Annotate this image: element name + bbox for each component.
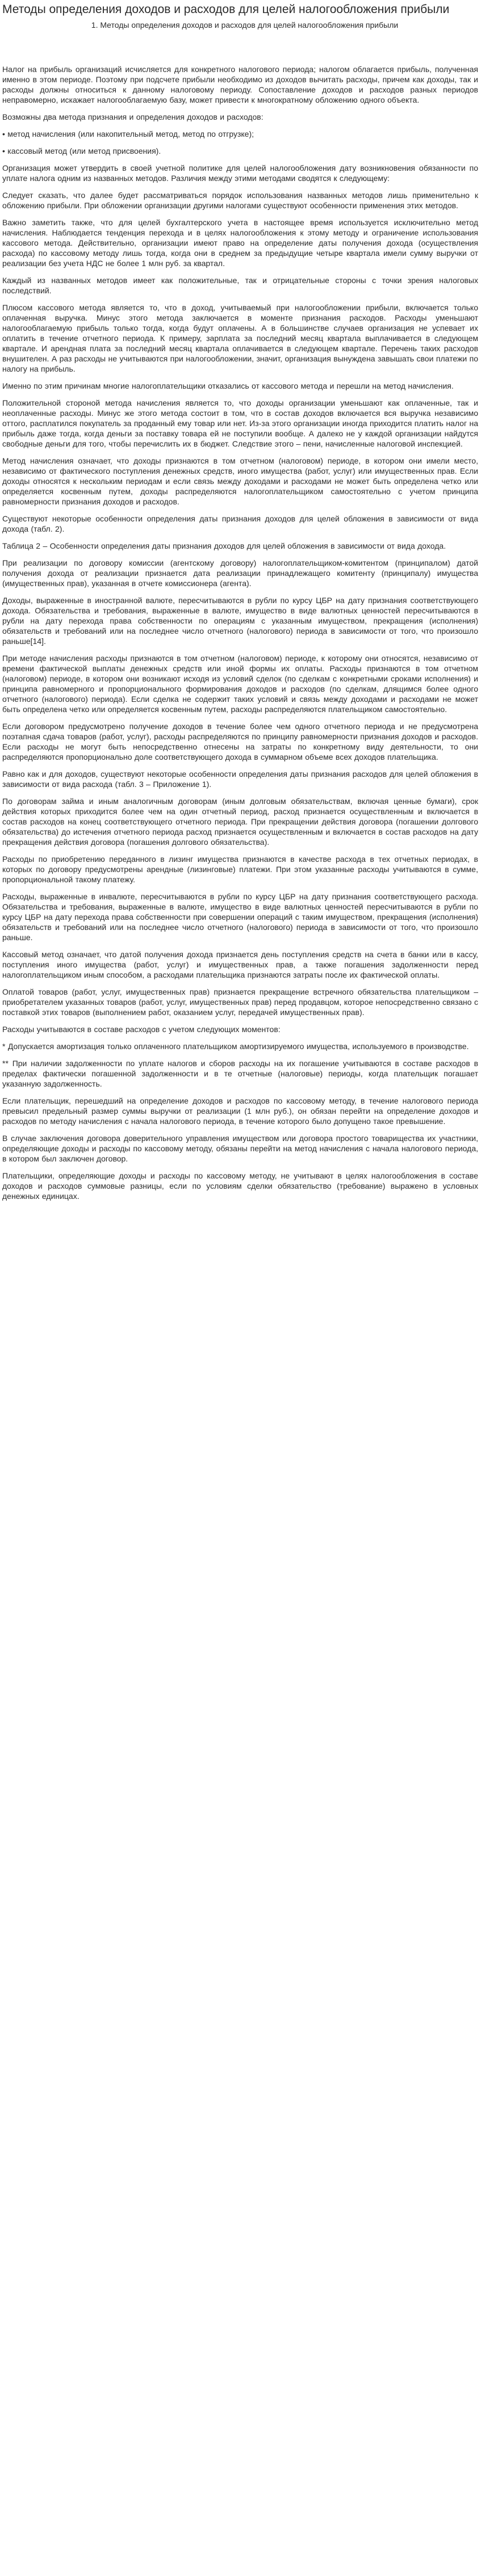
paragraph: Если плательщик, перешедший на определение доходов и расходов по кассовому методу, в течение налогового периода превысил предельный размер суммы выручки от реализации (1 млн руб.), он обязан перейти на определение доходов и расходов по методу начисления с начала налогового периода, в течение которого было допущено такое превышение. — [2, 1096, 478, 1126]
paragraph: Если договором предусмотрено получение доходов в течение более чем одного отчетного периода и не предусмотрена поэтапная сдача товаров (работ, услуг), расходы распределяются по принципу равномерности признания доходов и расходов. Если расходы не могут быть непосредственно отнесены на затраты по конкретному виду деятельности, то они распределяются пропорционально доле соответствующего дохода в суммарном объеме всех доходов плательщика. — [2, 722, 478, 761]
paragraph: Кассовый метод означает, что датой получения дохода признается день поступления средств на счета в банки или в кассу, поступления иного имущества (работ, услуг) и имущественных прав, а также погашения задолженности перед налогоплательщиком иным способом, а расходами плательщика признаются затраты после их фактической оплаты. — [2, 950, 478, 979]
paragraph: Метод начисления означает, что доходы признаются в том отчетном (налоговом) периоде, в котором они имели место, независимо от фактического поступления денежных средств, иного имущества (работ, услуг) или имущественных прав. Если доходы относятся к нескольким периодам и если связь между доходами и расходами не может быть определена четко или определяется косвенным путем, доходы распределяются налогоплательщиком самостоятельно с учетом принципа равномерности признания доходов и расходов. — [2, 456, 478, 506]
page-title: Методы определения доходов и расходов для целей налогообложения прибыли — [2, 3, 450, 16]
paragraph: Следует сказать, что далее будет рассматриваться порядок использования названных методов лишь применительно к обложению прибыли. При обложении организации другими налогами существуют особенности применения этих методов. — [2, 191, 478, 210]
document-body — [2, 64, 478, 1201]
paragraph: • метод начисления (или накопительный метод, метод по отгрузке); — [2, 129, 254, 138]
paragraph: ** При наличии задолженности по уплате налогов и сборов расходы на их погашение учитываются в составе расходов в пределах фактически погашенной задолженности и в те отчетные (налоговые) периоды, когда плательщик погашает указанную задолженность. — [2, 1059, 478, 1088]
paragraph: По договорам займа и иным аналогичным договорам (иным долговым обязательствам, включая ценные бумаги), срок действия которых приходится более чем на один отчетный период, расход признается осуществленным и включается в состав расходов на конец соответствующего отчетного периода. При прекращении действия договора (погашении долгового обязательства) до истечения отчетного периода расход признается осуществленным и включается в состав расходов на дату прекращения действия договора (погашения долгового обязательства). — [2, 797, 478, 847]
paragraph: Оплатой товаров (работ, услуг, имущественных прав) признается прекращение встречного обязательства плательщиком – приобретателем указанных товаров (работ, услуг, имущественных прав) перед продавцом, которое непосредственно связано с поставкой этих товаров (выполнением работ, оказанием услуг, передачей имущественных прав). — [2, 987, 478, 1017]
paragraph: Плюсом кассового метода является то, что в доход, учитываемый при налогообложении прибыли, включается только оплаченная выручка. Минус этого метода заключается в моменте признания расходов. Расходы уменьшают налогооблагаемую прибыль только тогда, когда будут оплачены. А в большинстве случаев организация не успевает их оплатить в течение отчетного периода. К примеру, зарплата за последний месяц квартала выплачивается в следующем квартале. И арендная плата за последний месяц квартала оплачивается в следующем квартале. Перечень таких расходов внушителен. А раз расходы не учитываются при налогообложении, значит, организация вынуждена завышать свои платежи по налогу на прибыль. — [2, 303, 478, 373]
paragraph: Существуют некоторые особенности определения даты признания доходов для целей обложения в зависимости от вида дохода (табл. 2). — [2, 514, 478, 533]
paragraph: Расходы учитываются в составе расходов с учетом следующих моментов: — [2, 1025, 281, 1034]
paragraph: Именно по этим причинам многие налогоплательщики отказались от кассового метода и перешли на метод начисления. — [2, 381, 454, 390]
paragraph: Каждый из названных методов имеет как положительные, так и отрицательные стороны с точки зрения налоговых последствий. — [2, 276, 478, 295]
paragraph: Положительной стороной метода начисления является то, что доходы организации уменьшают как оплаченные, так и неоплаченные расходы. Минус же этого метода состоит в том, что в состав доходов включается вся выручка независимо оттого, расплатился покупатель за проданный ему товар или нет. Из-за этого организации иногда приходится платить налог на прибыль даже тогда, когда деньги за поставку товара ей не поступили вообще. А далеко не у каждой организации найдутся свободные деньги для того, чтобы перечислить их в бюджет. Следствие этого – пени, начисленные налоговой инспекцией. — [2, 398, 478, 448]
paragraph: В случае заключения договора доверительного управления имуществом или договора простого товарищества их участники, определяющие доходы и расходы по кассовому методу, обязаны перейти на метод начисления с начала налогового периода, в котором был заключен договор. — [2, 1134, 478, 1163]
paragraph: Возможны два метода признания и определения доходов и расходов: — [2, 112, 263, 121]
paragraph: Важно заметить также, что для целей бухгалтерского учета в настоящее время используется исключительно метод начисления. Наблюдается тенденция перехода и в целях налогообложения к этому методу и ограничение использования кассового метода. Действительно, организации имеют право на определение даты получения дохода (осуществления расхода) по кассовому методу лишь тогда, когда они в среднем за предыдущие четыре квартала имели сумму выручки от реализации без учета НДС не более 1 млн руб. за квартал. — [2, 218, 478, 268]
paragraph: Доходы, выраженные в иностранной валюте, пересчитываются в рубли по курсу ЦБР на дату признания соответствующего дохода. Обязательства и требования, выраженные в валюте, имущество в виде валютных ценностей пересчитываются в рубли на дату перехода права собственности по операциям с указанным имуществом, прекращения (исполнения) обязательств и требований или на последнее число отчетного (налогового) периода в зависимости от того, что произошло раньше[14]. — [2, 596, 478, 646]
paragraph: Равно как и для доходов, существуют некоторые особенности определения даты признания расходов для целей обложения в зависимости от вида расхода (табл. 3 – Приложение 1). — [2, 769, 478, 789]
paragraph: При методе начисления расходы признаются в том отчетном (налоговом) периоде, к которому они относятся, независимо от времени фактической выплаты денежных средств или иной формы их оплаты. Расходы признаются в том отчетном (налоговом) периоде, в котором они возникают исходя из условий сделок (по сделкам с конкретными сроками исполнения) и принципа равномерного и пропорционального формирования доходов и расходов (по сделкам, длящимся более одного отчетного (налогового) периода). Если сделка не содержит таких условий и связь между доходами и расходами не может быть определена четко или определяется косвенным путем, расходы распределяются плательщиком самостоятельно. — [2, 654, 478, 714]
paragraph: • кассовый метод (или метод присвоения). — [2, 146, 161, 155]
table-of-contents — [2, 20, 478, 30]
toc-link[interactable]: 1. Методы определения доходов и расходов для целей налогообложения прибыли — [91, 20, 399, 30]
paragraph: Расходы по приобретению переданного в лизинг имущества признаются в качестве расхода в тех отчетных периодах, в которых по договору предусмотрены арендные (лизинговые) платежи. При этом указанные расходы учитываются в сумме, пропорциональной такому платежу. — [2, 855, 478, 884]
paragraph: Плательщики, определяющие доходы и расходы по кассовому методу, не учитывают в целях налогообложения в составе доходов и расходов суммовые разницы, если по условиям сделки обязательство (требование) выражено в условных денежных единицах. — [2, 1171, 478, 1201]
paragraph: Налог на прибыль организаций исчисляется для конкретного налогового периода; налогом облагается прибыль, полученная именно в этом периоде. Поэтому при подсчете прибыли необходимо из доходов вычитать расходы, причем как доходы, так и расходы должны относиться к данному налоговому периоду. Сопоставление доходов и расходов разных периодов неправомерно, искажает налогооблагаемую базу, может привести к многократному обложению одного объекта. — [2, 65, 478, 104]
paragraph: Таблица 2 – Особенности определения даты признания доходов для целей обложения в зависимости от вида дохода. — [2, 541, 446, 550]
paragraph: При реализации по договору комиссии (агентскому договору) налогоплательщиком-комитентом (принципалом) датой получения дохода от реализации признается дата реализации принадлежащего комитенту (принципалу) имущества (имущественных прав), указанная в отчете комиссионера (агента). — [2, 558, 478, 588]
paragraph: Расходы, выраженные в инвалюте, пересчитываются в рубли по курсу ЦБР на дату признания соответствующего расхода. Обязательства и требования, выраженные в валюте, имущество в виде валютных ценностей пересчитываются в рубли по курсу ЦБР на дату перехода права собственности при совершении операций с таким имуществом, прекращения (исполнения) обязательств и требований или на последнее число отчетного (налогового) периода в зависимости от того, что произошло раньше. — [2, 892, 478, 942]
paragraph: * Допускается амортизация только оплаченного плательщиком амортизируемого имущества, используемого в производстве. — [2, 1042, 469, 1051]
document-page — [0, 0, 481, 1219]
paragraph: Организация может утвердить в своей учетной политике для целей налогообложения дату возникновения обязанности по уплате налога одним из названных методов. Различия между этими методами сводятся к следующему: — [2, 163, 478, 183]
